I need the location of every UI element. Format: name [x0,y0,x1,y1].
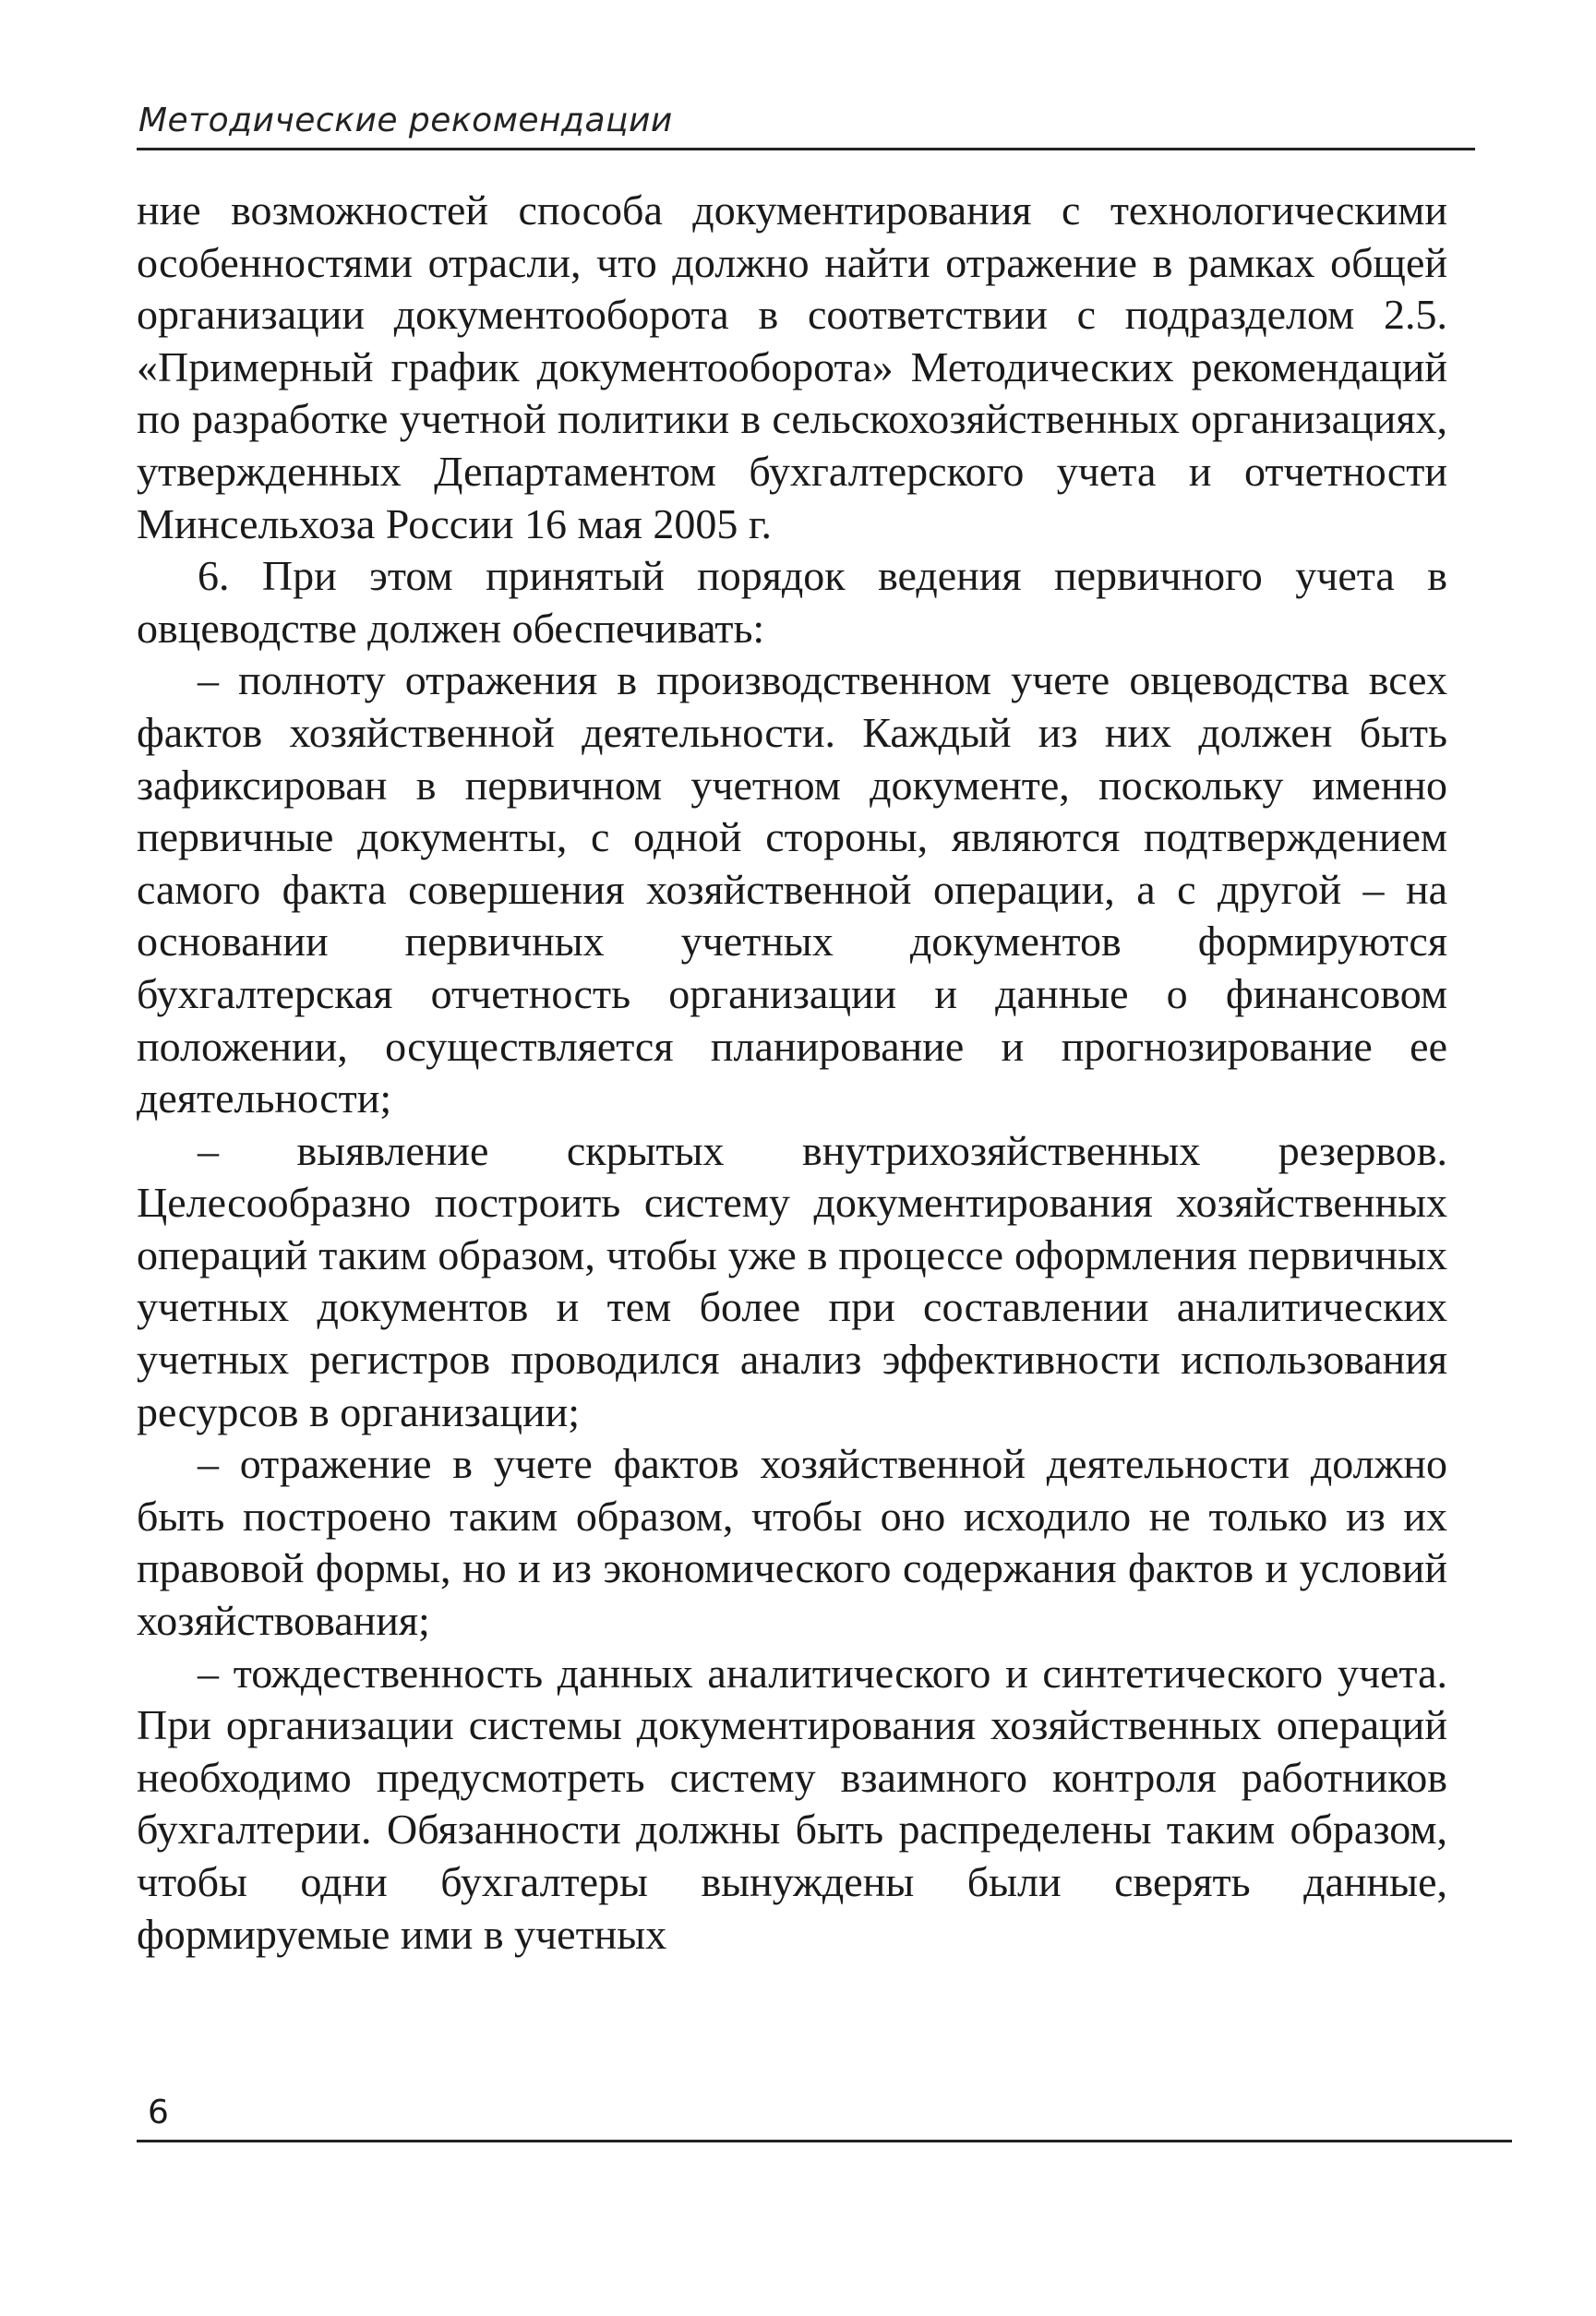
body-text [137,185,1447,1961]
paragraph-bullet-completeness: – полноту отражения в производственном учете овцеводства всех фактов хозяйственной деятельности. Каждый из них должен быть зафиксирован в первичном учетном документе, поскольку именно первичные документы, с одной стороны, являются подтверждением самого факта совершения хозяйственной операции, а с другой – на основании первичных учетных документов формируются бухгалтерская отчетность организации и данные о финансовом положении, осуществляется планирование и прогнозирование ее деятельности; [137,656,1447,1122]
paragraph-item-6: 6. При этом принятый порядок ведения первичного учета в овцеводстве должен обеспечивать: [137,552,1447,652]
page-number: 6 [148,2094,169,2131]
running-header: Методические рекомендации [138,102,673,139]
paragraph-bullet-reserves: – выявление скрытых внутрихозяйственных резервов. Целесообразно построить систему документирования хозяйственных операций таким образом, чтобы уже в процессе оформления первичных учетных документов и тем более при составлении аналитических учетных регистров проводился анализ эффективности использования ресурсов в организации; [137,1126,1447,1435]
paragraph-bullet-identity: – тождественность данных аналитического и синтетического учета. При организации системы документирования хозяйственных операций необходимо предусмотреть систему взаимного контроля работников бухгалтерии. Обязанности должны быть распределены таким образом, чтобы одни бухгалтеры вынуждены были сверять данные, формируемые ими в учетных [137,1649,1447,1958]
footer-rule [137,2140,1512,2142]
header-rule [137,148,1475,150]
paragraph-bullet-reflection: – отражение в учете фактов хозяйственной деятельности должно быть построено таким образом, чтобы оно исходило не только из их правовой формы, но и из экономического содержания фактов и условий хозяйствования; [137,1440,1447,1645]
paragraph-continuation: ние возможностей способа документирования с технологическими особенностями отрасли, что должно найти отражение в рамках общей организации документооборота в соответствии с подразделом 2.5. «Примерный график документооборота» Методических рекомендаций по разработке учетной политики в сельскохозяйственных организациях, утвержденных Департаментом бухгалтерского учета и отчетности Минсельхоза России 16 мая 2005 г. [137,186,1447,547]
